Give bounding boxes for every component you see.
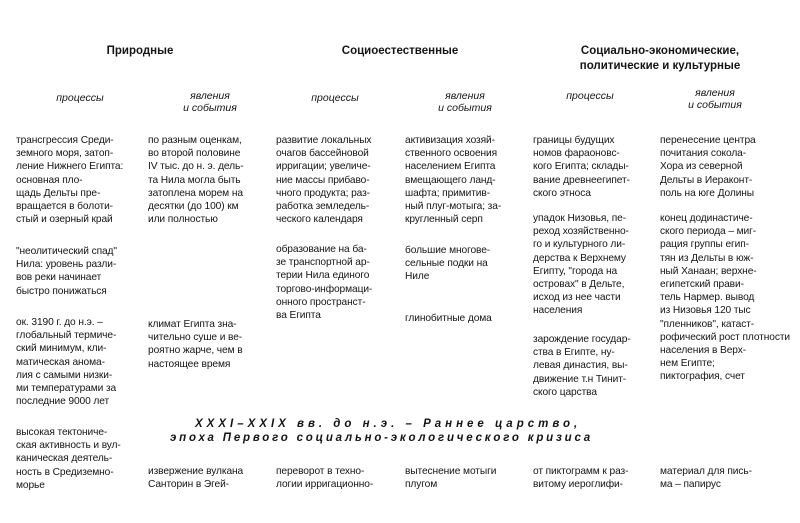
soc-event-hoe-replaced: вытеснение мотыги плугом (405, 466, 497, 491)
soc-process-irrigation: развитие локальных очагов бассейновой ирригации; увеличе- ние массы прибаво- чного продукта; раз- работка земледель- ческого календаря (276, 135, 372, 226)
soc-event-boats: большие многове- сельные подки на Ниле (405, 245, 491, 283)
subheader-socio-economic-events: явления и события (688, 87, 742, 111)
nat-event-santorin: извержение вулкана Санторин в Эгей- (148, 466, 244, 491)
nat-event-delta-flooding: по разным оценкам, во второй половине IV тыс. до н. э. дель- та Нила могла быть затоплена морем на десятки (до 100) км или полностью (148, 135, 244, 226)
era-title-early-kingdom: XXXI–XXIX вв. до н.э. – Раннее царство, (195, 418, 582, 430)
subheader-socio-natural-events: явления и события (438, 90, 492, 114)
era-title-first-crisis: эпоха Первого социально-экологического кризиса (170, 432, 593, 444)
soc-process-irrigation-revolution: переворот в техно- логии ирригационно- (276, 466, 374, 491)
eco-process-state-birth: зарождение государ- ства в Египте, ну- левая династия, вы- движение т.н Тинит- ского царства (533, 334, 631, 398)
eco-event-papyrus: материал для пись- ма – папирус (660, 466, 752, 491)
header-natural: Природные (106, 45, 174, 57)
subheader-socio-natural-processes: процессы (311, 92, 359, 104)
eco-process-lower-egypt-decline: упадок Низовья, пе- реход хозяйственно- го и культурного ли- дерства к Верхнему Египту, "города на островах" в Дельте, исход из нее части населения (533, 213, 629, 317)
nat-process-transgression: трансгрессия Среди- земного моря, затоп- ление Нижнего Египта: основная пло- щадь Дельты пре- вращается в болоти- стый и озерный край (16, 135, 124, 226)
header-socio-natural: Социоестественные (341, 45, 459, 57)
subheader-natural-events: явления и события (183, 90, 237, 114)
soc-event-mud-houses: глинобитные дома (405, 313, 492, 324)
subheader-socio-economic-processes: процессы (566, 90, 614, 102)
soc-process-nile-space: образование на ба- зе транспортной ар- терии Нила единого торгово-информаци- онного пространст- ва Египта (276, 244, 373, 322)
subheader-natural-processes: процессы (56, 92, 104, 104)
eco-event-predynastic-end: конец додинастиче- ского периода – миг- рация группы егип- тян из Дельты в юж- ный Ханаан; верхне- египетский прави- тель Нармер. вывод из Низовья 120 тыс "пленников", катаст- рофический рост плотности населения в Верх- нем Египте; пиктография, счет (660, 213, 790, 383)
eco-event-horus-cult: перенесение центра почитания сокола- Хора из северной Дельты в Иераконт- поль на юге Долины (660, 135, 756, 199)
nat-process-tectonic-activity: высокая тектониче- ская активность и вул- каническая деятель- ность в Средиземно- морье (16, 427, 121, 491)
nat-process-neolithic-decline: "неолитический спад" Нила: уровень разли- вов реки начинает быстро понижаться (16, 246, 117, 297)
nat-process-thermal-minimum: ок. 3190 г. до н.э. – глобальный термиче- ский минимум, кли- матическая анома- лия с самыми низки- ми температурами за последние 9000 лет (16, 317, 117, 408)
nat-event-climate: климат Египта зна- чительно суше и ве- роятно жарче, чем в настоящее время (148, 319, 243, 370)
eco-process-hieroglyphs: от пиктограмм к раз- витому иероглифи- (533, 466, 629, 491)
eco-process-nomes: границы будущих номов фараоновс- кого Египта; склады- вание древнеегипет- ского этноса (533, 135, 630, 199)
header-socio-economic: Социально-экономические, политические и культурные (579, 45, 741, 72)
soc-event-plough: активизация хозяй- ственного освоения населением Египта вмещающего ланд- шафта; примитив- ный плуг-мотыга; за- кругленный серп (405, 135, 502, 226)
